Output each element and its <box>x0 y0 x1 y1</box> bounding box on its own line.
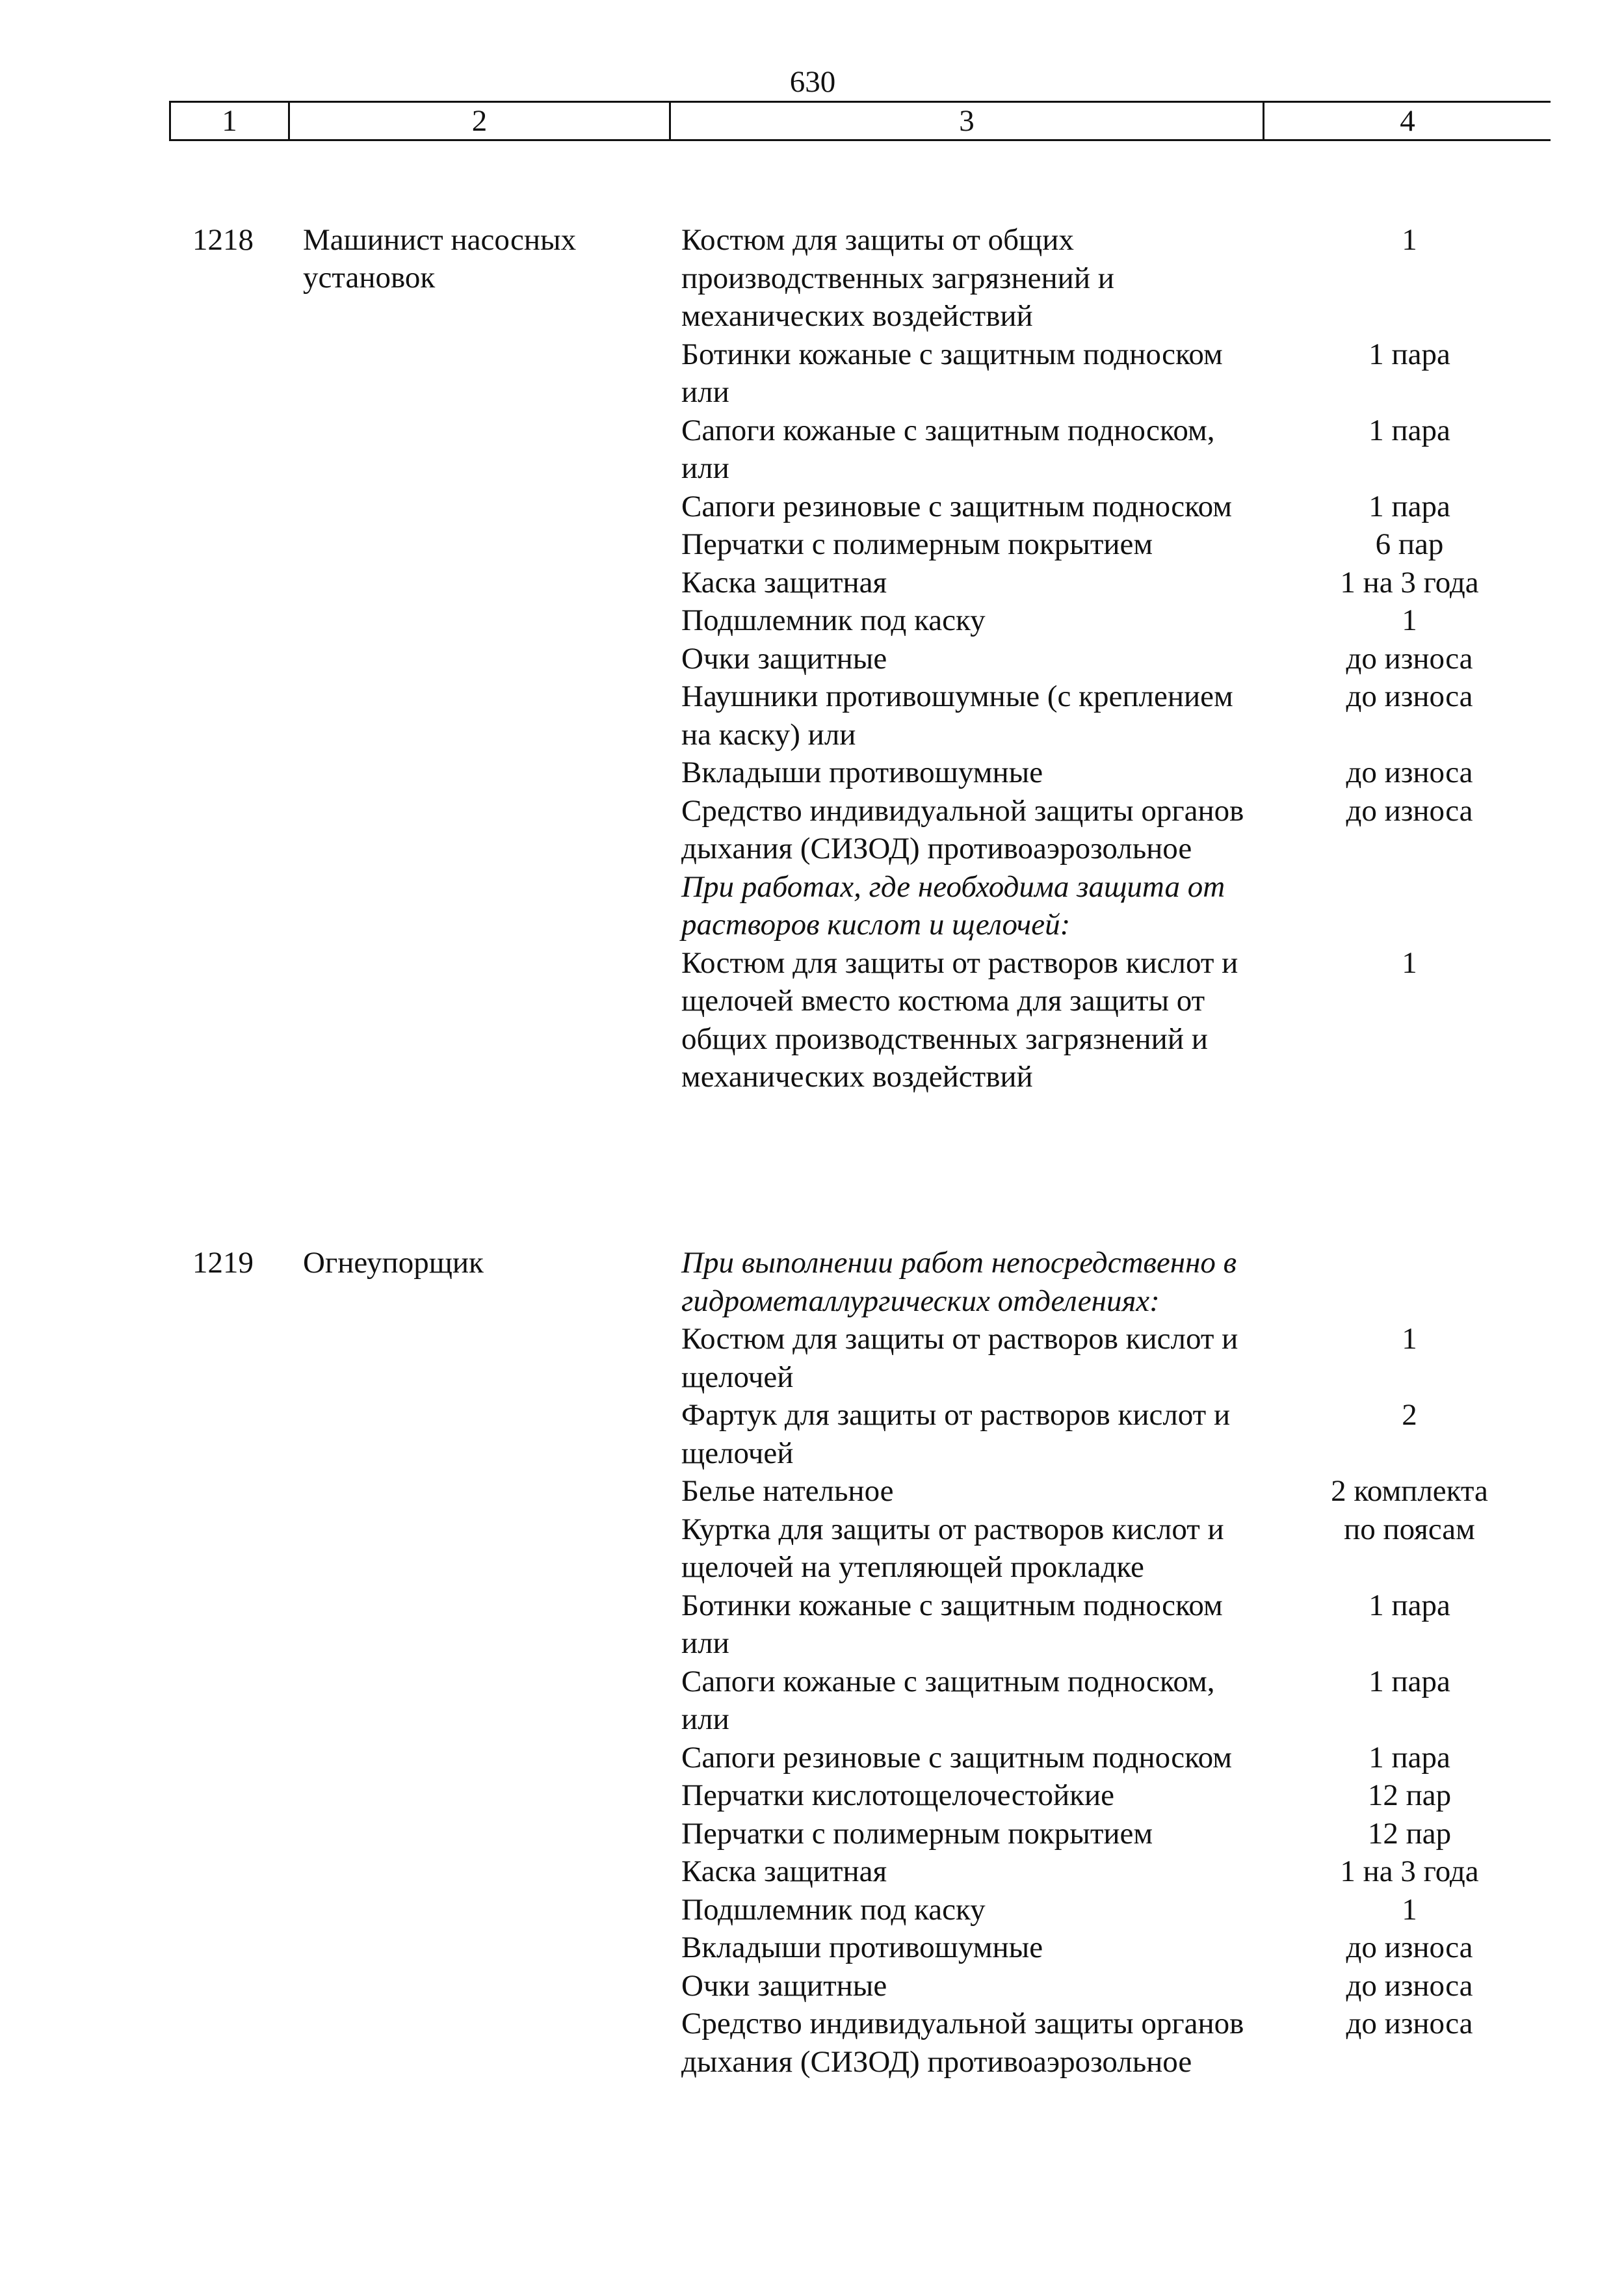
entry-items <box>681 1244 1559 2081</box>
item-qty: 1 пара <box>1369 489 1450 523</box>
item-qty: по поясам <box>1344 1512 1475 1546</box>
item-qty: 1 пара <box>1369 1588 1450 1622</box>
list-item-note <box>681 868 1559 944</box>
item-qty: 1 пара <box>1369 337 1450 371</box>
item-qty: до износа <box>1346 793 1473 828</box>
item-qty: 1 <box>1402 945 1417 980</box>
item-name: Перчатки кислотощелочестойкие <box>681 1778 1115 1812</box>
list-item <box>681 1929 1559 1967</box>
item-qty: 1 <box>1402 1892 1417 1927</box>
item-name: Белье нательное <box>681 1474 894 1508</box>
list-item <box>681 221 1559 336</box>
list-item <box>681 792 1559 868</box>
column-header-2: 2 <box>290 103 671 139</box>
list-item <box>681 1815 1559 1853</box>
item-qty: 1 <box>1402 1322 1417 1356</box>
item-qty: 1 пара <box>1369 413 1450 447</box>
item-name: Средство индивидуальной защиты органов дыхания (СИЗОД) противоаэрозольное <box>681 2007 1244 2079</box>
list-item <box>681 564 1559 602</box>
column-header-1: 1 <box>171 103 290 139</box>
list-item <box>681 1891 1559 1929</box>
item-name: Вкладыши противошумные <box>681 756 1043 789</box>
item-qty: 12 пар <box>1367 1778 1452 1812</box>
item-name: Перчатки с полимерным покрытием <box>681 527 1153 561</box>
item-name: Очки защитные <box>681 641 887 676</box>
item-qty: 1 пара <box>1369 1664 1450 1698</box>
item-name: Каска защитная <box>681 1854 887 1888</box>
list-item <box>681 1472 1559 1511</box>
list-item <box>681 1967 1559 2005</box>
item-name: Костюм для защиты от растворов кислот и щелочей <box>681 1322 1238 1394</box>
item-name: Костюм для защиты от растворов кислот и щелочей вместо костюма для защиты от общих производственных загрязнений и механических воздействий <box>681 945 1238 1094</box>
column-header-row <box>169 101 1551 141</box>
entry-items <box>681 221 1559 1096</box>
item-qty: до износа <box>1346 2007 1473 2040</box>
list-item <box>681 678 1559 754</box>
item-name: Сапоги кожаные с защитным подноском, или <box>681 413 1215 485</box>
list-item <box>681 488 1559 526</box>
list-item-note <box>681 1244 1559 1320</box>
list-item <box>681 1320 1559 1396</box>
column-header-3: 3 <box>671 103 1264 139</box>
list-item <box>681 1776 1559 1815</box>
item-name: Средство индивидуальной защиты органов дыхания (СИЗОД) противоаэрозольное <box>681 793 1244 865</box>
item-name: Сапоги резиновые с защитным подноском <box>681 1740 1232 1775</box>
item-name: Наушники противошумные (с креплением на каску) или <box>681 680 1233 752</box>
page-number: 630 <box>789 65 836 99</box>
list-item <box>681 1511 1559 1587</box>
item-name: Фартук для защиты от растворов кислот и щелочей <box>681 1398 1231 1470</box>
item-name: Каска защитная <box>681 565 887 600</box>
list-item <box>681 1853 1559 1891</box>
item-note-text: При выполнении работ непосредственно в гидрометаллургических отделениях: <box>681 1246 1237 1318</box>
entry-profession: Огнеупорщик <box>303 1246 484 1280</box>
item-qty: до износа <box>1346 756 1473 789</box>
item-name: Вкладыши противошумные <box>681 1931 1043 1964</box>
list-item <box>681 754 1559 792</box>
column-header-4: 4 <box>1400 104 1415 138</box>
item-name: Перчатки с полимерным покрытием <box>681 1816 1153 1851</box>
list-item <box>681 1739 1559 1777</box>
item-name: Сапоги кожаные с защитным подноском, или <box>681 1664 1215 1736</box>
item-qty: 1 <box>1402 603 1417 637</box>
item-name: Ботинки кожаные с защитным подноском или <box>681 337 1223 409</box>
list-item <box>681 601 1559 640</box>
list-item <box>681 1663 1559 1739</box>
item-name: Костюм для защиты от общих производственных загрязнений и механических воздействий <box>681 223 1114 333</box>
entry-number: 1218 <box>192 223 254 257</box>
item-qty: до износа <box>1346 1968 1473 2003</box>
item-name: Очки защитные <box>681 1968 887 2003</box>
item-qty: 2 комплекта <box>1331 1474 1488 1508</box>
item-name: Подшлемник под каску <box>681 1892 986 1927</box>
entry-profession: Машинист насосных установок <box>303 223 577 295</box>
item-name: Сапоги резиновые с защитным подноском <box>681 489 1232 523</box>
item-qty: 12 пар <box>1367 1816 1452 1851</box>
item-qty: 1 <box>1402 223 1417 257</box>
item-qty: до износа <box>1346 680 1473 713</box>
list-item <box>681 944 1559 1096</box>
item-qty: до износа <box>1346 1931 1473 1964</box>
list-item <box>681 1587 1559 1663</box>
item-qty: 6 пар <box>1375 527 1444 561</box>
list-item <box>681 1396 1559 1472</box>
item-qty: 1 на 3 года <box>1340 565 1479 600</box>
list-item <box>681 336 1559 412</box>
item-qty: 1 пара <box>1369 1740 1450 1775</box>
item-qty: до износа <box>1346 641 1473 676</box>
list-item <box>681 2005 1559 2081</box>
list-item <box>681 412 1559 488</box>
item-name: Подшлемник под каску <box>681 603 986 637</box>
item-note-text: При работах, где необходима защита от растворов кислот и щелочей: <box>681 869 1225 942</box>
item-name: Куртка для защиты от растворов кислот и щелочей на утепляющей прокладке <box>681 1512 1224 1584</box>
list-item <box>681 640 1559 678</box>
list-item <box>681 525 1559 564</box>
item-qty: 1 на 3 года <box>1340 1854 1479 1888</box>
entry-number: 1219 <box>192 1246 254 1280</box>
item-qty: 2 <box>1402 1398 1417 1432</box>
item-name: Ботинки кожаные с защитным подноском или <box>681 1588 1223 1660</box>
